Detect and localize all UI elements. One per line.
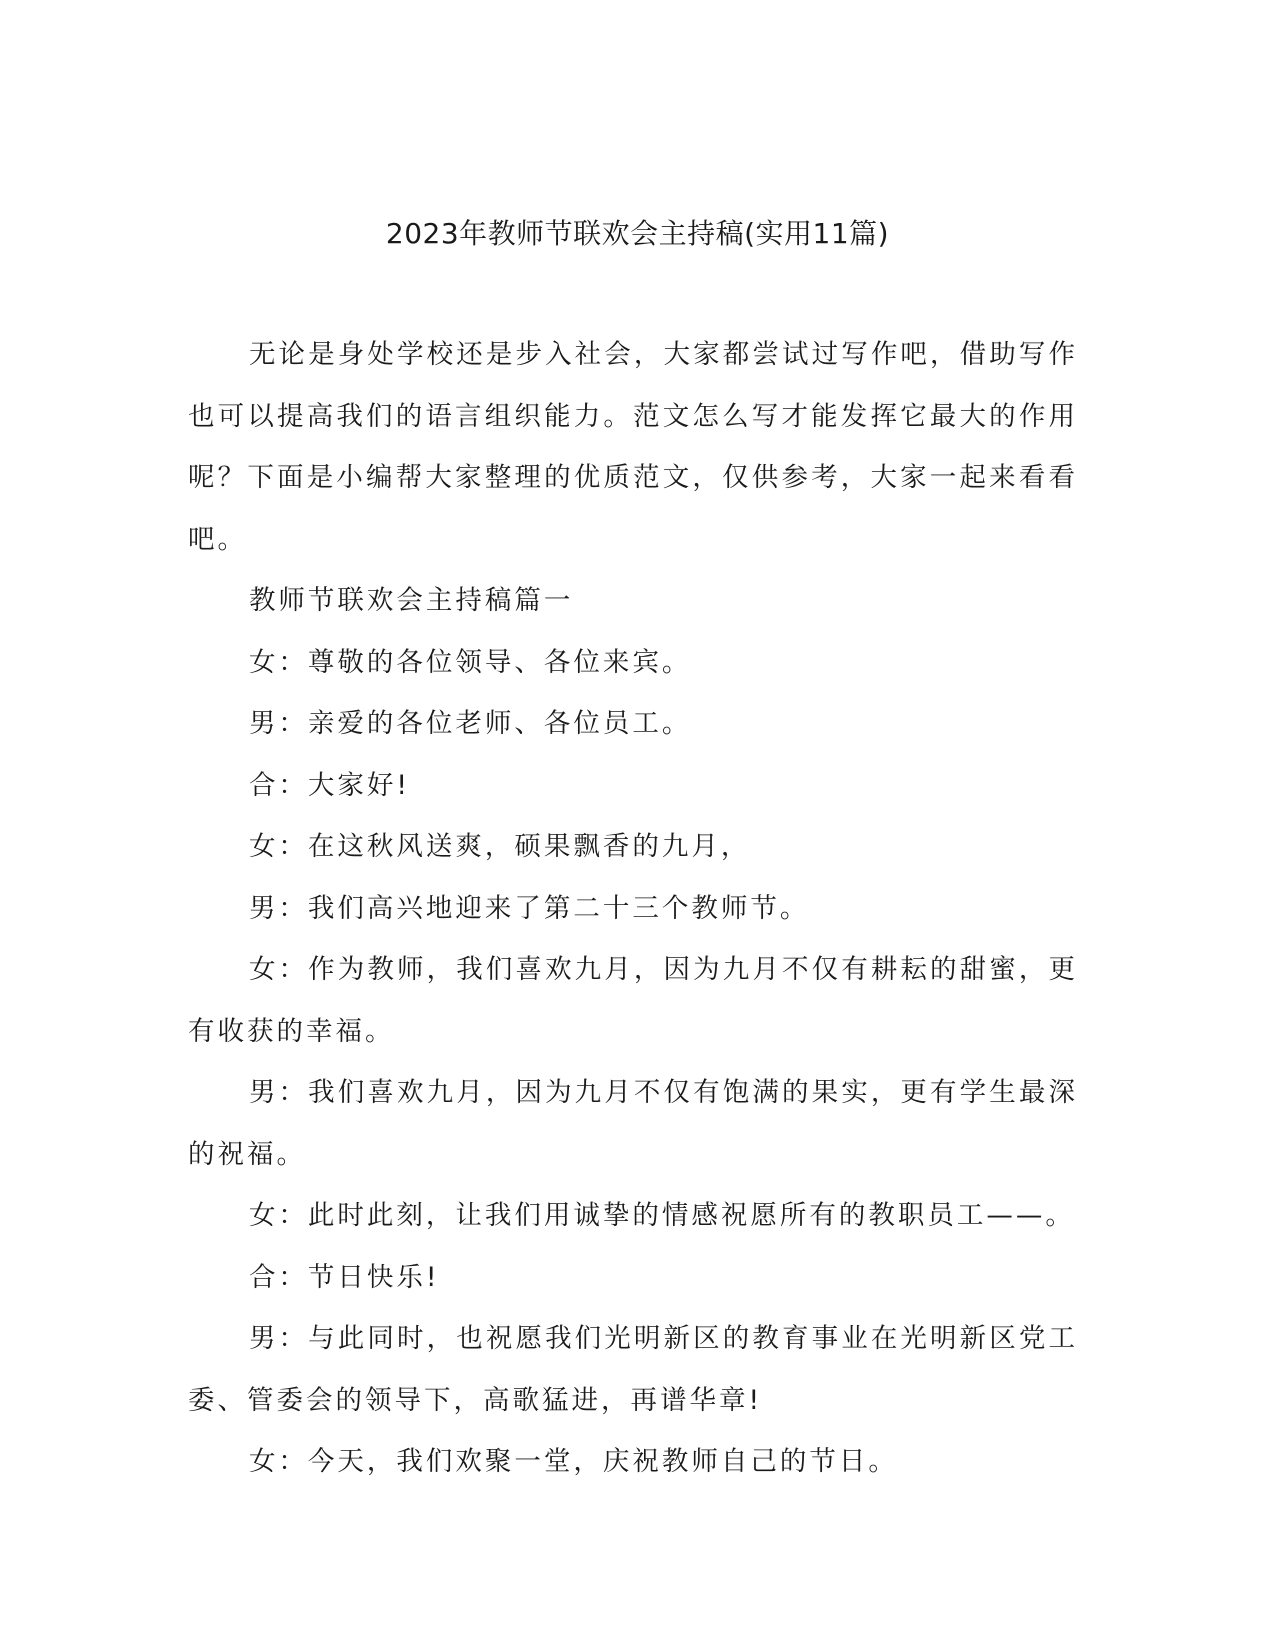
script-line: 女：尊敬的各位领导、各位来宾。 <box>248 646 692 678</box>
script-line: 男：我们喜欢九月，因为九月不仅有饱满的果实，更有学生最深的祝福。 <box>188 1077 1078 1170</box>
script-line: 女：今天，我们欢聚一堂，庆祝教师自己的节日。 <box>248 1446 898 1477</box>
script-line: 男：我们高兴地迎来了第二十三个教师节。 <box>248 892 810 924</box>
script-line: 女：在这秋风送爽，硕果飘香的九月， <box>248 831 751 862</box>
script-line: 男：亲爱的各位老师、各位员工。 <box>248 708 692 739</box>
document-body <box>188 324 1078 1493</box>
script-line: 女：此时此刻，让我们用诚挚的情感祝愿所有的教职员工——。 <box>248 1200 1075 1231</box>
script-line: 女：作为教师，我们喜欢九月，因为九月不仅有耕耘的甜蜜，更有收获的幸福。 <box>188 954 1078 1047</box>
intro-paragraph: 无论是身处学校还是步入社会，大家都尝试过写作吧，借助写作也可以提高我们的语言组织能力。范文怎么写才能发挥它最大的作用呢？下面是小编帮大家整理的优质范文，仅供参考，大家一起来看看吧。 <box>188 339 1078 555</box>
script-line: 合：大家好! <box>248 769 411 801</box>
document-title: 2023年教师节联欢会主持稿(实用11篇) <box>385 217 890 250</box>
script-line: 男：与此同时，也祝愿我们光明新区的教育事业在光明新区党工委、管委会的领导下，高歌猛进，再谱华章! <box>188 1323 1078 1416</box>
section-heading: 教师节联欢会主持稿篇一 <box>248 585 574 616</box>
script-line: 合：节日快乐! <box>248 1261 440 1293</box>
